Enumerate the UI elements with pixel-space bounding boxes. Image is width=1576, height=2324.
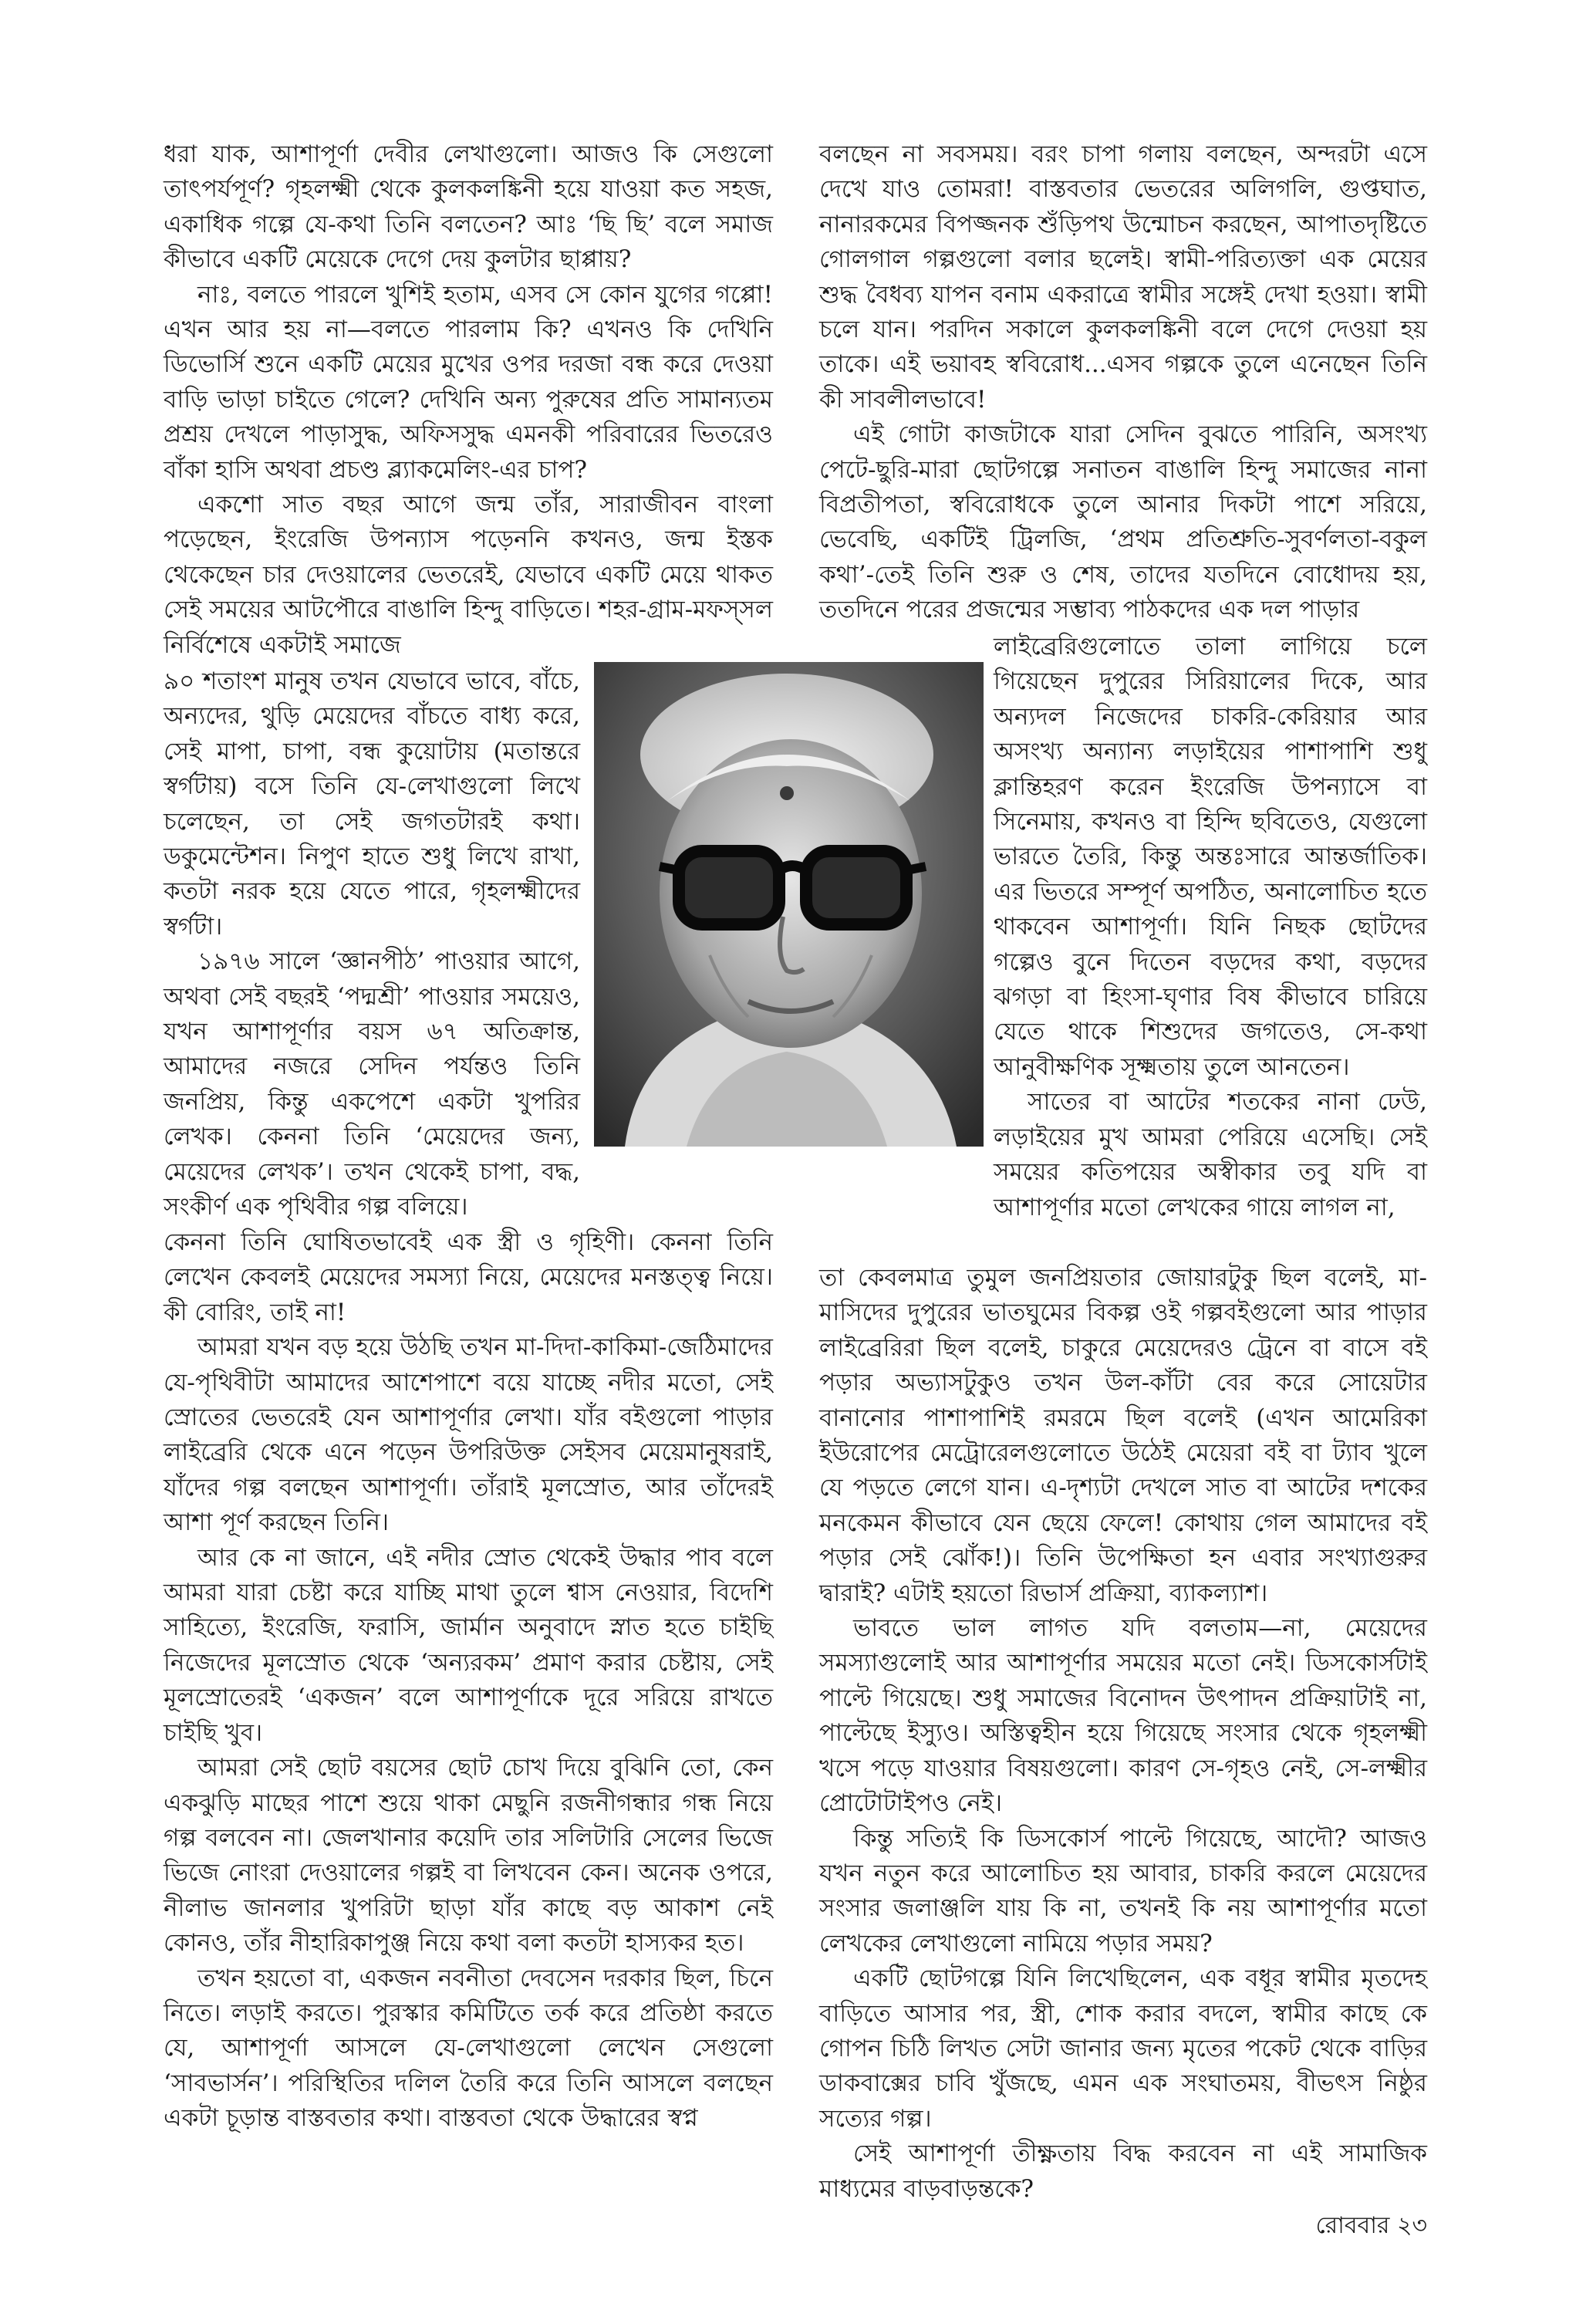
paragraph: তা কেবলমাত্র তুমুল জনপ্রিয়তার জোয়ারটুকু ছিল বলেই, মা-মাসিদের দুপুরের ভাতঘুমের বিকল্প ওই গল্পবইগুলো আর পাড়ার লাইব্রেরিরা ছিল বলেই, চাকুরে মেয়েদেরও ট্রেনে বা বাসে বই পড়ার অভ্যাসটুকুও তখন উল-কাঁটা বের করে সোয়েটার বানানোর পাশাপাশিই রমরমে ছিল বলেই (এখন আমেরিকা ইউরোপের মেট্রোরেলগুলোতে উঠেই মেয়েরা বই বা ট্যাব খুলে যে পড়তে লেগে যান। এ-দৃশ্যটা দেখলে সাত বা আটের দশকের মনকেমন কীভাবে যেন ছেয়ে ফেলে! কোথায় গেল আমাদের বই পড়ার সেই ঝোঁক!)। তিনি উপেক্ষিতা হন এবার সংখ্যাগুরুর দ্বারাই? এটাই হয়তো রিভার্স প্রক্রিয়া, ব্যাকল্যাশ। xyxy=(819,1264,1427,1607)
paragraph: কিন্তু সত্যিই কি ডিসকোর্স পাল্টে গিয়েছে, আদৌ? আজও যখন নতুন করে আলোচিত হয় আবার, চাকরি করলে মেয়েদের সংসার জলাঞ্জলি যায় কি না, তখনই কি নয় আশাপূর্ণার মতো লেখকের লেখাগুলো নামিয়ে পড়ার সময়? xyxy=(819,1824,1427,1957)
paragraph: এই গোটা কাজটাকে যারা সেদিন বুঝতে পারিনি, অসংখ্য পেটে-ছুরি-মারা ছোটগল্পে সনাতন বাঙালি হিন্দু সমাজের নানা বিপ্রতীপতা, স্ববিরোধকে তুলে আনার দিকটা পাশে সরিয়ে, ভেবেছি, একটিই ট্রিলজি, ‘প্রথম প্রতিশ্রুতি-সুবর্ণলতা-বকুল কথা’-তেই তিনি শুরু ও শেষ, তাদের যতদিনে বোধোদয় হয়, ততদিনে পরের প্রজন্মের সম্ভাব্য পাঠকদের এক দল পাড়ার xyxy=(819,421,1427,624)
article-column-left-bottom xyxy=(164,1225,773,2137)
paragraph: কেননা তিনি ঘোষিতভাবেই এক স্ত্রী ও গৃহিণী। কেননা তিনি লেখেন কেবলই মেয়েদের সমস্যা নিয়ে, মেয়েদের মনস্তত্ত্ব নিয়ে। কী বোরিং, তাই না! xyxy=(164,1228,773,1326)
page-folio: রোববার ২৩ xyxy=(1315,2212,1427,2239)
article-column-right-wrap xyxy=(994,630,1427,1225)
paragraph: ভাবতে ভাল লাগত যদি বলতাম—না, মেয়েদের সমস্যাগুলোই আর আশাপূর্ণার সময়ের মতো নেই। ডিসকোর্সটাই পাল্টে গিয়েছে। শুধু সমাজের বিনোদন উৎপাদন প্রক্রিয়াটাই না, পাল্টেছে ইস্যুও। অস্তিত্বহীন হয়ে গিয়েছে সংসার থেকে গৃহলক্ষ্মী খসে পড়ে যাওয়ার বিষয়গুলো। কারণ সে-গৃহও নেই, সে-লক্ষ্মীর প্রোটোটাইপও নেই। xyxy=(819,1614,1427,1818)
article-column-left-top xyxy=(164,137,773,663)
paragraph: একটি ছোটগল্পে যিনি লিখেছিলেন, এক বধূর স্বামীর মৃতদেহ বাড়িতে আসার পর, স্ত্রী, শোক করার বদলে, স্বামীর কাছে কে গোপন চিঠি লিখত সেটা জানার জন্য মৃতের পকেট থেকে বাড়ির ডাকবাক্সের চাবি খুঁজছে, এমন এক সংঘাতময়, বীভৎস নিষ্ঠুর সত্যের গল্প। xyxy=(819,1964,1427,2133)
paragraph: লাইব্রেরিগুলোতে তালা লাগিয়ে চলে গিয়েছেন দুপুরের সিরিয়ালের দিকে, আর অন্যদল নিজেদের চাকরি-কেরিয়ার আর অসংখ্য অন্যান্য লড়াইয়ের পাশাপাশি শুধু ক্লান্তিহরণ করেন ইংরেজি উপন্যাসে বা সিনেমায়, কখনও বা হিন্দি ছবিতেও, যেগুলো ভারতে তৈরি, কিন্তু অন্তঃসারে আন্তর্জাতিক। এর ভিতরে সম্পূর্ণ অপঠিত, অনালোচিত হতে থাকবেন আশাপূর্ণা। যিনি নিছক ছোটদের গল্পেও বুনে দিতেন বড়দের কথা, বড়দের ঝগড়া বা হিংসা-ঘৃণার বিষ কীভাবে চারিয়ে যেতে থাকে শিশুদের জগতেও, সে-কথা আনুবীক্ষণিক সূক্ষ্মতায় তুলে আনতেন। xyxy=(994,633,1427,1081)
article-column-right-bottom xyxy=(819,1261,1427,2207)
paragraph: আমরা সেই ছোট বয়সের ছোট চোখ দিয়ে বুঝিনি তো, কেন একঝুড়ি মাছের পাশে শুয়ে থাকা মেছুনি রজনীগন্ধার গন্ধ নিয়ে গল্প বলবেন না। জেলখানার কয়েদি তার সলিটারি সেলের ভিজে ভিজে নোংরা দেওয়ালের গল্পই বা লিখবেন কেন। অনেক ওপরে, নীলাভ জানলার খুপরিটা ছাড়া যাঁর কাছে বড় আকাশ নেই কোনও, তাঁর নীহারিকাপুঞ্জ নিয়ে কথা বলা কতটা হাস্যকর হত। xyxy=(164,1754,773,1957)
paragraph: একশো সাত বছর আগে জন্ম তাঁর, সারাজীবন বাংলা পড়েছেন, ইংরেজি উপন্যাস পড়েননি কখনও, জন্ম ইস্তক থেকেছেন চার দেওয়ালের ভেতরেই, যেভাবে একটি মেয়ে থাকত সেই সময়ের আটপৌরে বাঙালি হিন্দু বাড়িতে। শহর-গ্রাম-মফস্সল নির্বিশেষে একটাই সমাজে xyxy=(164,491,773,659)
article-column-left-wrap xyxy=(164,664,580,1225)
paragraph: ধরা যাক, আশাপূর্ণা দেবীর লেখাগুলো। আজও কি সেগুলো তাৎপর্যপূর্ণ? গৃহলক্ষ্মী থেকে কুলকলঙ্কিনী হয়ে যাওয়া কত সহজ, একাধিক গল্পে যে-কথা তিনি বলতেন? আঃ ‘ছি ছি’ বলে সমাজ কীভাবে একটি মেয়েকে দেগে দেয় কুলটার ছাপ্পায়? xyxy=(164,140,773,274)
paragraph: আমরা যখন বড় হয়ে উঠছি তখন মা-দিদা-কাকিমা-জেঠিমাদের যে-পৃথিবীটা আমাদের আশেপাশে বয়ে যাচ্ছে নদীর মতো, সেই স্রোতের ভেতরেই যেন আশাপূর্ণার লেখা। যাঁর বইগুলো পাড়ার লাইব্রেরি থেকে এনে পড়েন উপরিউক্ত সেইসব মেয়েমানুষরাই, যাঁদের গল্প বলছেন আশাপূর্ণা। তাঁরাই মূলস্রোত, আর তাঁদেরই আশা পূর্ণ করছেন তিনি। xyxy=(164,1333,773,1537)
paragraph: আর কে না জানে, এই নদীর স্রোত থেকেই উদ্ধার পাব বলে আমরা যারা চেষ্টা করে যাচ্ছি মাথা তুলে শ্বাস নেওয়ার, বিদেশি সাহিত্যে, ইংরেজি, ফরাসি, জার্মান অনুবাদে স্নাত হতে চাইছি নিজেদের মূলস্রোত থেকে ‘অন্যরকম’ প্রমাণ করার চেষ্টায়, সেই মূলস্রোতেরই ‘একজন’ বলে আশাপূর্ণাকে দূরে সরিয়ে রাখতে চাইছি খুব। xyxy=(164,1543,773,1747)
paragraph: বলছেন না সবসময়। বরং চাপা গলায় বলছেন, অন্দরটা এসে দেখে যাও তোমরা! বাস্তবতার ভেতরের অলিগলি, গুপ্তঘাত, নানারকমের বিপজ্জনক শুঁড়িপথ উন্মোচন করছেন, আপাতদৃষ্টিতে গোলগাল গল্পগুলো বলার ছলেই। স্বামী-পরিত্যক্তা এক মেয়ের শুদ্ধ বৈধব্য যাপন বনাম একরাত্রে স্বামীর সঙ্গেই দেখা হওয়া। স্বামী চলে যান। পরদিন সকালে কুলকলঙ্কিনী বলে দেগে দেওয়া হয় তাকে। এই ভয়াবহ স্ববিরোধ...এসব গল্পকে তুলে এনেছেন তিনি কী সাবলীলভাবে! xyxy=(819,140,1427,414)
paragraph: সেই আশাপূর্ণা তীক্ষ্ণতায় বিদ্ধ করবেন না এই সামাজিক মাধ্যমের বাড়বাড়ন্তকে? xyxy=(819,2140,1427,2203)
paragraph: তখন হয়তো বা, একজন নবনীতা দেবসেন দরকার ছিল, চিনে নিতে। লড়াই করতে। পুরস্কার কমিটিতে তর্ক করে প্রতিষ্ঠা করতে যে, আশাপূর্ণা আসলে যে-লেখাগুলো লেখেন সেগুলো ‘সাবভার্সন’। পরিস্থিতির দলিল তৈরি করে তিনি আসলে বলছেন একটা চূড়ান্ত বাস্তবতার কথা। বাস্তবতা থেকে উদ্ধারের স্বপ্ন xyxy=(164,1964,773,2133)
paragraph: নাঃ, বলতে পারলে খুশিই হতাম, এসব সে কোন যুগের গপ্পো! এখন আর হয় না—বলতে পারলাম কি? এখনও কি দেখিনি ডিভোর্সি শুনে একটি মেয়ের মুখের ওপর দরজা বন্ধ করে দেওয়া বাড়ি ভাড়া চাইতে গেলে? দেখিনি অন্য পুরুষের প্রতি সামান্যতম প্রশ্রয় দেখলে পাড়াসুদ্ধ, অফিসসুদ্ধ এমনকী পরিবারের ভিতরেও বাঁকা হাসি অথবা প্রচণ্ড ব্ল্যাকমেলিং-এর চাপ? xyxy=(164,280,773,484)
paragraph: ১৯৭৬ সালে ‘জ্ঞানপীঠ’ পাওয়ার আগে, অথবা সেই বছরই ‘পদ্মশ্রী’ পাওয়ার সময়েও, যখন আশাপূর্ণার বয়স ৬৭ অতিক্রান্ত, আমাদের নজরে সেদিন পর্যন্তও তিনি জনপ্রিয়, কিন্তু একপেশে একটা খুপরির লেখক। কেননা তিনি ‘মেয়েদের জন্য, মেয়েদের লেখক’। তখন থেকেই চাপা, বদ্ধ, সংকীর্ণ এক পৃথিবীর গল্প বলিয়ে। xyxy=(164,948,580,1221)
paragraph: সাতের বা আটের শতকের নানা ঢেউ, লড়াইয়ের মুখ আমরা পেরিয়ে এসেছি। সেই সময়ের কতিপয়ের অস্বীকার তবু যদি বা আশাপূর্ণার মতো লেখকের গায়ে লাগল না, xyxy=(994,1088,1427,1221)
author-portrait-photo xyxy=(594,662,984,1147)
article-column-right-top xyxy=(819,137,1427,628)
paragraph: ৯০ শতাংশ মানুষ তখন যেভাবে ভাবে, বাঁচে, অন্যদের, থুড়ি মেয়েদের বাঁচতে বাধ্য করে, সেই মাপা, চাপা, বন্ধ কুয়োটায় (মতান্তরে স্বর্গটায়) বসে তিনি যে-লেখাগুলো লিখে চলেছেন, তা সেই জগতটারই কথা। ডকুমেন্টেশন। নিপুণ হাতে শুধু লিখে রাখা, কতটা নরক হয়ে যেতে পারে, গৃহলক্ষ্মীদের স্বর্গটা। xyxy=(164,667,580,941)
